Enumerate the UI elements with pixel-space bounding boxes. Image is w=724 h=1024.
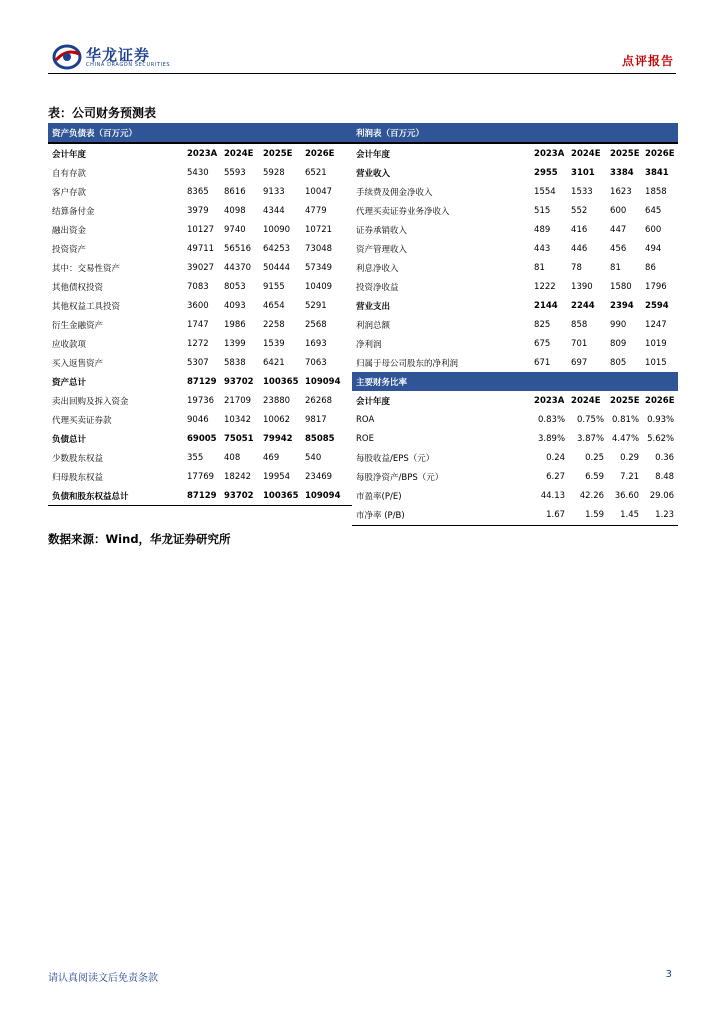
left-row-value: 39027 xyxy=(187,262,215,273)
right-header-cell: 会计年度 xyxy=(356,396,391,407)
right-row-value: 675 xyxy=(534,338,551,349)
left-header-cell: 2024E xyxy=(222,143,261,163)
left-row-value: 93702 xyxy=(222,486,261,506)
table-row xyxy=(48,277,678,296)
left-row-label: 买入返售资产 xyxy=(52,358,104,369)
left-row-value: 5838 xyxy=(224,357,246,368)
right-row-label: 利息净收入 xyxy=(356,263,399,274)
right-row-value: 36.60 xyxy=(614,490,640,501)
left-row-value: 10409 xyxy=(305,281,333,292)
left-row-value: 44370 xyxy=(224,262,252,273)
right-row-value: 1.59 xyxy=(569,506,608,526)
left-row-value: 9046 xyxy=(187,414,209,425)
left-row-value: 1272 xyxy=(187,338,209,349)
empty-cell xyxy=(222,506,261,526)
right-row-value: 1390 xyxy=(571,281,593,292)
left-row-value: 87129 xyxy=(185,486,222,506)
table-row xyxy=(48,506,678,526)
right-row-label: 净利润 xyxy=(356,339,382,350)
right-row-value: 1.67 xyxy=(532,506,569,526)
empty-cell xyxy=(48,506,185,526)
table-title: 表：公司财务预测表 xyxy=(48,106,157,120)
left-row-value: 10127 xyxy=(187,224,215,235)
table-row xyxy=(48,410,678,429)
right-header-cell: 2024E xyxy=(571,395,601,406)
right-row-value: 515 xyxy=(534,205,551,216)
right-header-cell: 2023A xyxy=(532,143,569,163)
table-row xyxy=(48,258,678,277)
left-row-value: 93702 xyxy=(224,376,254,387)
left-row-value: 9817 xyxy=(305,414,327,425)
left-row-label: 应收款项 xyxy=(52,339,87,350)
right-row-value: 4.47% xyxy=(612,433,640,444)
empty-cell xyxy=(261,506,303,526)
financial-table-body xyxy=(48,123,678,525)
right-row-value: 1533 xyxy=(571,186,593,197)
right-row-value: 78 xyxy=(571,262,582,273)
left-row-value: 2568 xyxy=(305,319,327,330)
right-row-value: 8.48 xyxy=(655,471,675,482)
right-section-title: 主要财务比率 xyxy=(352,372,678,391)
right-row-value: 6.59 xyxy=(585,471,605,482)
left-row-value: 9155 xyxy=(263,281,285,292)
left-row-value: 3979 xyxy=(187,205,209,216)
right-row-value: 3.89% xyxy=(538,433,566,444)
right-header-cell: 2025E xyxy=(610,395,640,406)
right-row-value: 697 xyxy=(571,357,588,368)
right-row-value: 3384 xyxy=(610,167,634,178)
left-header-cell: 会计年度 xyxy=(48,143,185,163)
right-row-value: 0.93% xyxy=(647,414,675,425)
table-row xyxy=(48,220,678,239)
right-row-value: 81 xyxy=(534,262,545,273)
table-row xyxy=(48,201,678,220)
right-row-value: 600 xyxy=(645,224,662,235)
right-row-value: 416 xyxy=(571,224,588,235)
dragon-logo-icon xyxy=(52,44,82,70)
right-row-label: 市净率 (P/B) xyxy=(352,506,532,526)
left-row-value: 408 xyxy=(224,452,241,463)
left-row-label: 结算备付金 xyxy=(52,206,95,217)
right-row-value: 443 xyxy=(534,243,551,254)
left-row-value: 5928 xyxy=(263,167,285,178)
left-row-value: 9133 xyxy=(263,186,285,197)
right-row-label: ROA xyxy=(356,414,375,425)
left-row-value: 8365 xyxy=(187,186,209,197)
left-row-value: 8616 xyxy=(224,186,246,197)
left-row-value: 1693 xyxy=(305,338,327,349)
left-row-label: 衍生金融资产 xyxy=(52,320,104,331)
left-row-value: 8053 xyxy=(224,281,246,292)
right-row-label: 手续费及佣金净收入 xyxy=(356,187,433,198)
right-header-cell: 会计年度 xyxy=(352,143,532,163)
left-row-value: 21709 xyxy=(224,395,252,406)
right-row-label: 每股收益/EPS（元） xyxy=(356,453,435,464)
right-row-value: 44.13 xyxy=(540,490,566,501)
right-row-label: 代理买卖证券业务净收入 xyxy=(356,206,450,217)
report-type-label: 点评报告 xyxy=(621,54,674,68)
left-row-label: 负债总计 xyxy=(52,434,87,445)
left-row-label: 归母股东权益 xyxy=(52,472,104,483)
disclaimer-note: 请认真阅读文后免责条款 xyxy=(48,973,158,984)
left-row-label: 负债和股东权益总计 xyxy=(48,486,185,506)
table-row xyxy=(48,448,678,467)
right-row-value: 81 xyxy=(610,262,621,273)
left-row-value: 7063 xyxy=(305,357,327,368)
left-row-value: 57349 xyxy=(305,262,333,273)
right-header-cell: 2023A xyxy=(534,395,565,406)
page-number: 3 xyxy=(665,969,672,980)
right-row-value: 6.27 xyxy=(546,471,566,482)
left-row-value: 5593 xyxy=(224,167,246,178)
company-name-en: CHINA DRAGON SECURITIES xyxy=(86,62,171,68)
right-header-cell: 2025E xyxy=(608,143,643,163)
left-row-value: 49711 xyxy=(187,243,215,254)
right-row-value: 489 xyxy=(534,224,551,235)
right-row-value: 1015 xyxy=(645,357,667,368)
left-row-label: 投资资产 xyxy=(52,244,87,255)
right-row-value: 1247 xyxy=(645,319,667,330)
left-row-value: 7083 xyxy=(187,281,209,292)
left-header-cell: 2023A xyxy=(185,143,222,163)
right-row-value: 1580 xyxy=(610,281,632,292)
left-row-value: 4344 xyxy=(263,205,285,216)
left-row-value: 100365 xyxy=(263,376,299,387)
right-header-cell: 2026E xyxy=(643,143,678,163)
right-row-value: 858 xyxy=(571,319,588,330)
right-row-value: 600 xyxy=(610,205,627,216)
company-name-cn: 华龙证券 xyxy=(86,46,151,64)
right-row-label: ROE xyxy=(356,433,374,444)
right-row-value: 29.06 xyxy=(649,490,675,501)
right-row-value: 2594 xyxy=(645,300,669,311)
right-row-value: 446 xyxy=(571,243,588,254)
right-header-cell: 2024E xyxy=(569,143,608,163)
table-row xyxy=(48,315,678,334)
table-row xyxy=(48,143,678,163)
right-row-label: 每股净资产/BPS（元） xyxy=(356,472,444,483)
right-row-value: 447 xyxy=(610,224,627,235)
page-header xyxy=(48,40,676,74)
left-row-value: 109094 xyxy=(305,376,341,387)
right-row-label: 投资净收益 xyxy=(356,282,399,293)
left-row-value: 469 xyxy=(263,452,280,463)
left-row-label: 其中：交易性资产 xyxy=(52,263,121,274)
left-row-value: 3600 xyxy=(187,300,209,311)
left-row-value: 1539 xyxy=(263,338,285,349)
left-row-value: 4093 xyxy=(224,300,246,311)
right-row-value: 645 xyxy=(645,205,662,216)
right-row-label: 利润总额 xyxy=(356,320,391,331)
right-row-value: 456 xyxy=(610,243,627,254)
table-row xyxy=(48,123,678,143)
right-row-value: 990 xyxy=(610,319,627,330)
left-row-value: 9740 xyxy=(224,224,246,235)
table-row xyxy=(48,182,678,201)
left-row-label: 少数股东权益 xyxy=(52,453,104,464)
right-row-value: 805 xyxy=(610,357,627,368)
right-row-value: 494 xyxy=(645,243,662,254)
left-row-value: 87129 xyxy=(187,376,217,387)
right-row-value: 0.36 xyxy=(655,452,675,463)
right-row-value: 1019 xyxy=(645,338,667,349)
left-row-value: 4098 xyxy=(224,205,246,216)
left-row-value: 540 xyxy=(305,452,322,463)
left-row-value: 69005 xyxy=(187,433,217,444)
left-row-value: 23469 xyxy=(305,471,333,482)
left-row-value: 64253 xyxy=(263,243,291,254)
left-row-value: 17769 xyxy=(187,471,215,482)
right-row-value: 1623 xyxy=(610,186,632,197)
left-row-label: 其他债权投资 xyxy=(52,282,104,293)
right-row-value: 0.75% xyxy=(577,414,605,425)
right-row-value: 2394 xyxy=(610,300,634,311)
right-row-label: 市盈率(P/E) xyxy=(356,491,402,502)
right-row-value: 3101 xyxy=(571,167,595,178)
right-row-value: 1222 xyxy=(534,281,556,292)
left-row-value: 5291 xyxy=(305,300,327,311)
table-row xyxy=(48,391,678,410)
right-row-value: 0.29 xyxy=(620,452,640,463)
table-row xyxy=(48,372,678,391)
table-row xyxy=(48,239,678,258)
left-row-value: 1399 xyxy=(224,338,246,349)
left-row-value: 75051 xyxy=(224,433,254,444)
table-row xyxy=(48,163,678,182)
left-row-value: 1986 xyxy=(224,319,246,330)
right-row-value: 5.62% xyxy=(647,433,675,444)
right-row-value: 7.21 xyxy=(620,471,640,482)
right-row-value: 671 xyxy=(534,357,551,368)
right-row-value: 2144 xyxy=(534,300,558,311)
left-row-value: 6421 xyxy=(263,357,285,368)
right-row-value: 552 xyxy=(571,205,588,216)
table-row xyxy=(48,429,678,448)
empty-cell xyxy=(303,506,352,526)
header-divider xyxy=(48,73,676,74)
right-row-value: 42.26 xyxy=(579,490,605,501)
left-row-value: 79942 xyxy=(263,433,293,444)
left-row-value: 5430 xyxy=(187,167,209,178)
left-row-label: 自有存款 xyxy=(52,168,87,179)
table-row xyxy=(48,296,678,315)
left-row-value: 10062 xyxy=(263,414,291,425)
left-header-cell: 2026E xyxy=(303,143,352,163)
financial-forecast-table xyxy=(48,123,678,526)
right-row-value: 0.25 xyxy=(585,452,605,463)
left-row-value: 85085 xyxy=(305,433,335,444)
empty-cell xyxy=(185,506,222,526)
right-row-label: 营业收入 xyxy=(356,168,391,179)
left-row-value: 26268 xyxy=(305,395,333,406)
left-row-value: 73048 xyxy=(305,243,333,254)
left-row-value: 19736 xyxy=(187,395,215,406)
right-row-value: 0.83% xyxy=(538,414,566,425)
right-row-label: 营业支出 xyxy=(356,301,391,312)
left-row-value: 10090 xyxy=(263,224,291,235)
left-row-value: 100365 xyxy=(261,486,303,506)
right-row-value: 701 xyxy=(571,338,588,349)
right-row-value: 2955 xyxy=(534,167,558,178)
left-section-title: 资产负债表（百万元） xyxy=(48,123,352,143)
table-row xyxy=(48,467,678,486)
left-row-value: 6521 xyxy=(305,167,327,178)
left-row-label: 卖出回购及拆入资金 xyxy=(52,396,129,407)
left-row-value: 10047 xyxy=(305,186,333,197)
left-row-value: 23880 xyxy=(263,395,291,406)
left-row-label: 资产总计 xyxy=(52,377,87,388)
data-source-note: 数据来源：Wind，华龙证券研究所 xyxy=(48,532,231,546)
right-row-label: 证券承销收入 xyxy=(356,225,408,236)
right-row-value: 3.87% xyxy=(577,433,605,444)
right-row-value: 2244 xyxy=(571,300,595,311)
right-row-label: 资产管理收入 xyxy=(356,244,408,255)
right-row-label: 归属于母公司股东的净利润 xyxy=(356,358,459,369)
left-row-value: 50444 xyxy=(263,262,291,273)
right-row-value: 0.24 xyxy=(546,452,566,463)
right-row-value: 1.23 xyxy=(643,506,678,526)
left-row-value: 4779 xyxy=(305,205,327,216)
left-row-value: 109094 xyxy=(303,486,352,506)
left-row-label: 代理买卖证券款 xyxy=(52,415,112,426)
right-row-value: 1796 xyxy=(645,281,667,292)
left-row-value: 5307 xyxy=(187,357,209,368)
left-row-value: 4654 xyxy=(263,300,285,311)
left-row-value: 10342 xyxy=(224,414,252,425)
right-section-title: 利润表（百万元） xyxy=(352,123,678,143)
left-row-label: 融出资金 xyxy=(52,225,87,236)
right-row-value: 1858 xyxy=(645,186,667,197)
left-row-value: 355 xyxy=(187,452,204,463)
table-row xyxy=(48,334,678,353)
table-row xyxy=(48,353,678,372)
left-row-value: 18242 xyxy=(224,471,252,482)
right-row-value: 1554 xyxy=(534,186,556,197)
left-row-label: 客户存款 xyxy=(52,187,87,198)
right-row-value: 1.45 xyxy=(608,506,643,526)
left-row-value: 2258 xyxy=(263,319,285,330)
left-row-label: 其他权益工具投资 xyxy=(52,301,121,312)
left-row-value: 10721 xyxy=(305,224,333,235)
table-row xyxy=(48,486,678,506)
left-header-cell: 2025E xyxy=(261,143,303,163)
right-row-value: 3841 xyxy=(645,167,669,178)
right-row-value: 86 xyxy=(645,262,656,273)
left-row-value: 56516 xyxy=(224,243,252,254)
right-row-value: 0.81% xyxy=(612,414,640,425)
right-row-value: 825 xyxy=(534,319,551,330)
left-row-value: 1747 xyxy=(187,319,209,330)
right-header-cell: 2026E xyxy=(645,395,675,406)
left-row-value: 19954 xyxy=(263,471,291,482)
right-row-value: 809 xyxy=(610,338,627,349)
